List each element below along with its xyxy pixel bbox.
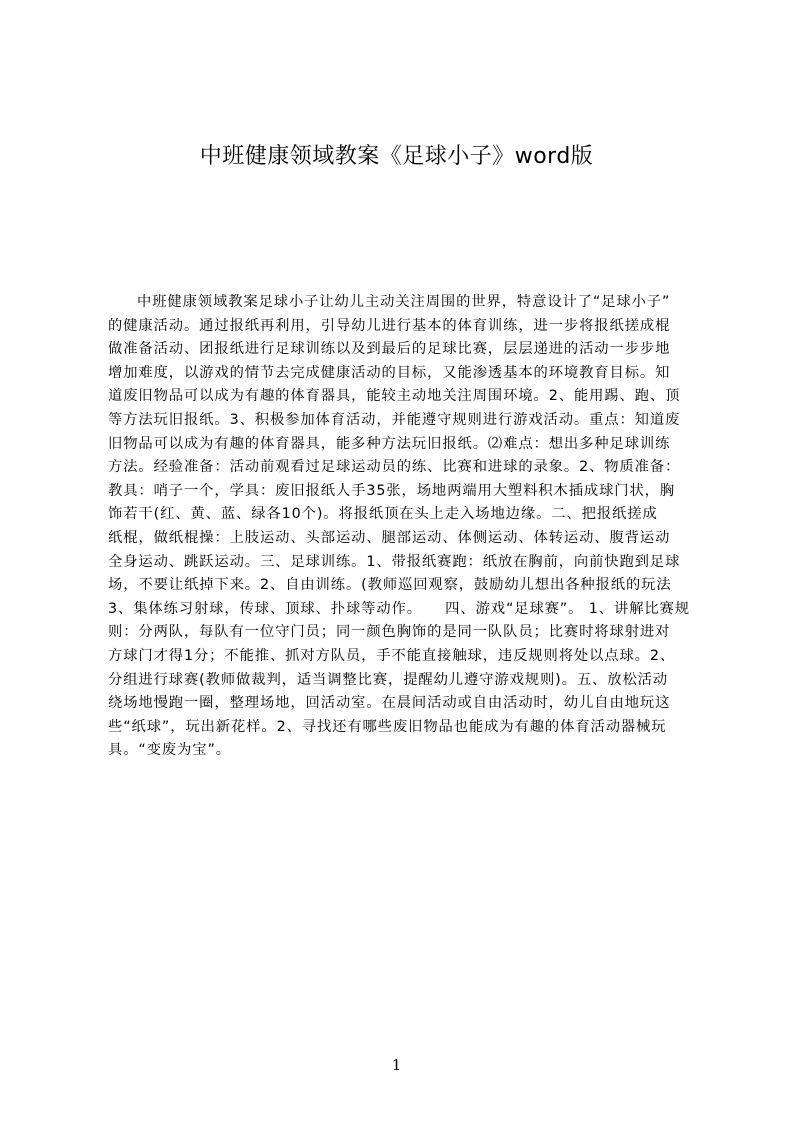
document-body bbox=[108, 291, 700, 821]
body-line: 中班健康领域教案足球小子让幼儿主动关注周围的世界，特意设计了“足球小子” bbox=[137, 294, 671, 310]
body-line: 旧物品可以成为有趣的体育器具，能多种方法玩旧报纸。⑵难点：想出多种足球训练 bbox=[108, 435, 671, 452]
body-line: 方法。经验准备：活动前观看过足球运动员的练、比赛和进球的录象。2、物质准备： bbox=[108, 459, 681, 476]
body-line: 等方法玩旧报纸。3、积极参加体育活动，并能遵守规则进行游戏活动。重点：知道废 bbox=[108, 411, 681, 428]
body-line: 具。“变废为宝”。 bbox=[108, 742, 231, 759]
body-line: 绕场地慢跑一圈，整理场地，回活动室。在晨间活动或自由活动时，幼儿自由地玩这 bbox=[108, 695, 671, 712]
body-line: 的健康活动。通过报纸再利用，引导幼儿进行基本的体育训练，进一步将报纸搓成棍 bbox=[108, 317, 671, 334]
document-title: 中班健康领域教案《足球小子》word版 bbox=[199, 144, 594, 169]
body-line: 3、集体练习射球，传球、顶球、扑球等动作。 四、游戏“足球赛”。 1、讲解比赛规 bbox=[108, 600, 690, 617]
body-line: 教具：哨子一个，学具：废旧报纸人手35张，场地两端用大塑料积木插成球门状，胸 bbox=[108, 482, 676, 499]
body-line: 方球门才得1分；不能推、抓对方队员，手不能直接触球，违反规则将处以点球。2、 bbox=[108, 647, 676, 664]
body-line: 分组进行球赛(教师做裁判，适当调整比赛，提醒幼儿遵守游戏规则)。五、放松活动 bbox=[108, 671, 669, 688]
page-number: 1 bbox=[391, 1056, 402, 1074]
body-line: 全身运动、跳跃运动。三、足球训练。1、带报纸赛跑：纸放在胸前，向前快跑到足球 bbox=[108, 553, 681, 570]
body-line: 些“纸球”，玩出新花样。2、寻找还有哪些废旧物品也能成为有趣的体育活动器械玩 bbox=[108, 718, 667, 735]
body-line: 纸棍，做纸棍操：上肢运动、头部运动、腿部运动、体侧运动、体转运动、腹背运动 bbox=[108, 529, 671, 546]
body-line: 饰若干(红、黄、蓝、绿各10个)。将报纸顶在头上走入场地边缘。二、把报纸搓成 bbox=[108, 506, 658, 523]
body-line: 场，不要让纸掉下来。2、自由训练。(教师巡回观察，鼓励幼儿想出各种报纸的玩法 bbox=[108, 577, 672, 594]
body-line: 增加难度，以游戏的情节去完成健康活动的目标，又能渗透基本的环境教育目标。知 bbox=[108, 364, 671, 381]
body-line: 做准备活动、团报纸进行足球训练以及到最后的足球比赛，层层递进的活动一步步地 bbox=[108, 341, 671, 358]
body-line: 则：分两队，每队有一位守门员；同一颜色胸饰的是同一队队员；比赛时将球射进对 bbox=[108, 624, 671, 641]
body-line: 道废旧物品可以成为有趣的体育器具，能较主动地关注周围环境。2、能用踢、跑、顶 bbox=[108, 388, 681, 405]
